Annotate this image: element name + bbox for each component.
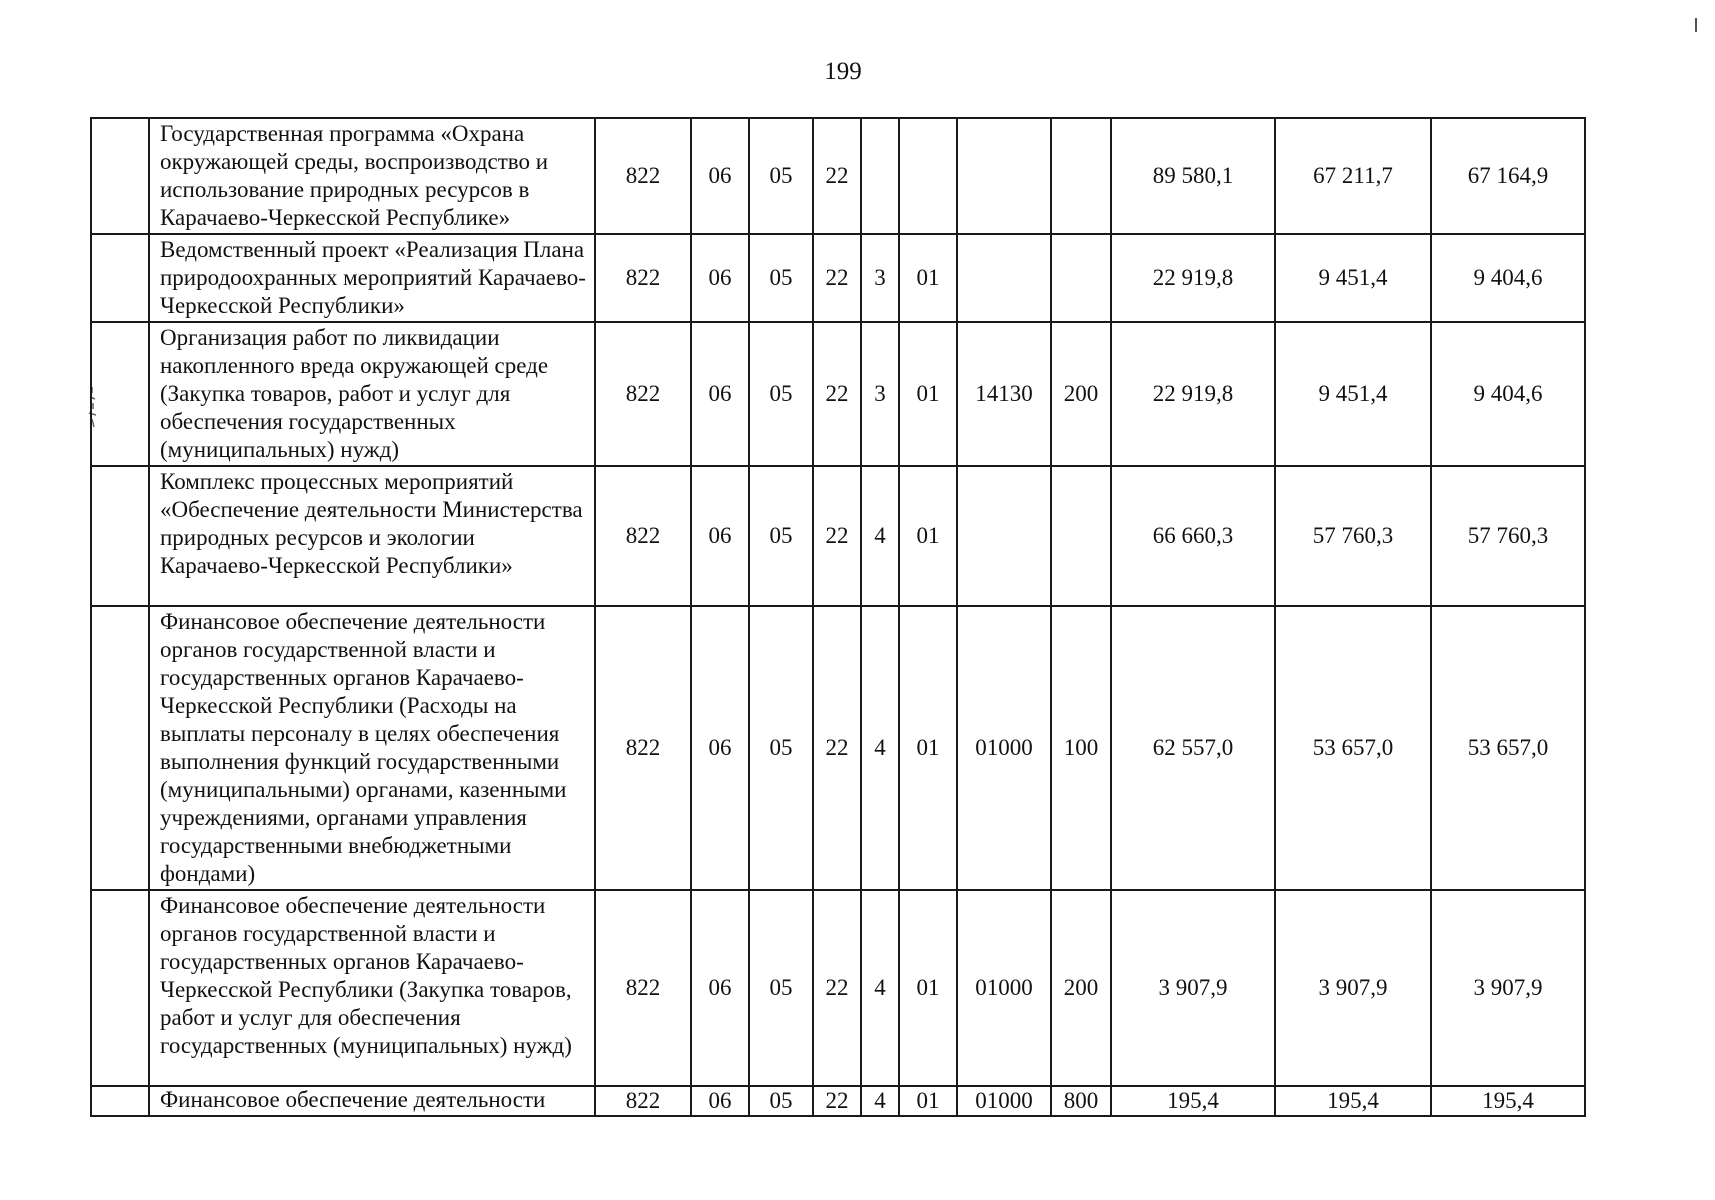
- part-code: 3: [861, 234, 899, 322]
- row-number-cell: [91, 234, 149, 322]
- subsection-code: 05: [749, 118, 813, 234]
- amount-2: 9 451,4: [1275, 322, 1431, 466]
- budget-table: [90, 117, 1586, 1117]
- row-name: Комплекс процессных мероприятий «Обеспечение деятельности Министерства природных ресурсов и экологии Карачаево-Черкесской Республики»: [149, 466, 595, 606]
- direction-code: [957, 466, 1051, 606]
- program-code: 22: [813, 234, 861, 322]
- subsection-code: 05: [749, 322, 813, 466]
- expense-type-code: [1051, 118, 1111, 234]
- amount-2: 57 760,3: [1275, 466, 1431, 606]
- struct-code: 01: [899, 322, 957, 466]
- expense-type-code: [1051, 234, 1111, 322]
- subsection-code: 05: [749, 1086, 813, 1116]
- part-code: 4: [861, 606, 899, 890]
- admin-code: 822: [595, 466, 691, 606]
- section-code: 06: [691, 606, 749, 890]
- table-row: [91, 606, 1585, 890]
- table-row: [91, 1086, 1585, 1116]
- amount-3: 57 760,3: [1431, 466, 1585, 606]
- subsection-code: 05: [749, 234, 813, 322]
- table-row: [91, 890, 1585, 1086]
- subsection-code: 05: [749, 890, 813, 1086]
- expense-type-code: 800: [1051, 1086, 1111, 1116]
- struct-code: 01: [899, 606, 957, 890]
- program-code: 22: [813, 606, 861, 890]
- part-code: 3: [861, 322, 899, 466]
- row-number-cell: [91, 466, 149, 606]
- amount-3: 9 404,6: [1431, 234, 1585, 322]
- program-code: 22: [813, 466, 861, 606]
- amount-2: 9 451,4: [1275, 234, 1431, 322]
- admin-code: 822: [595, 234, 691, 322]
- direction-code: [957, 118, 1051, 234]
- section-code: 06: [691, 118, 749, 234]
- part-code: 4: [861, 890, 899, 1086]
- amount-3: 53 657,0: [1431, 606, 1585, 890]
- scan-edge-mark: [1695, 18, 1697, 32]
- subsection-code: 05: [749, 606, 813, 890]
- table-row: [91, 466, 1585, 606]
- amount-1: 22 919,8: [1111, 322, 1275, 466]
- amount-3: 67 164,9: [1431, 118, 1585, 234]
- row-name: Финансовое обеспечение деятельности: [149, 1086, 595, 1116]
- program-code: 22: [813, 1086, 861, 1116]
- program-code: 22: [813, 890, 861, 1086]
- page-number: 199: [824, 58, 862, 85]
- part-code: 4: [861, 466, 899, 606]
- row-name: Финансовое обеспечение деятельности органов государственной власти и государственных органов Карачаево-Черкесской Республики (Расходы на выплаты персоналу в целях обеспечения выполнения функций государственными (муниципальными) органами, казенными учреждениями, органами управления государственными внебюджетными фондами): [149, 606, 595, 890]
- row-number-cell: [91, 606, 149, 890]
- amount-1: 62 557,0: [1111, 606, 1275, 890]
- amount-1: 3 907,9: [1111, 890, 1275, 1086]
- direction-code: [957, 234, 1051, 322]
- amount-2: 67 211,7: [1275, 118, 1431, 234]
- program-code: 22: [813, 322, 861, 466]
- admin-code: 822: [595, 1086, 691, 1116]
- admin-code: 822: [595, 322, 691, 466]
- row-number-cell: [91, 1086, 149, 1116]
- subsection-code: 05: [749, 466, 813, 606]
- row-number-cell: [91, 322, 149, 466]
- section-code: 06: [691, 1086, 749, 1116]
- table-row: [91, 118, 1585, 234]
- amount-1: 22 919,8: [1111, 234, 1275, 322]
- direction-code: 01000: [957, 1086, 1051, 1116]
- part-code: [861, 118, 899, 234]
- amount-2: 195,4: [1275, 1086, 1431, 1116]
- struct-code: 01: [899, 466, 957, 606]
- admin-code: 822: [595, 890, 691, 1086]
- amount-1: 66 660,3: [1111, 466, 1275, 606]
- row-number-cell: [91, 890, 149, 1086]
- section-code: 06: [691, 466, 749, 606]
- row-name: Финансовое обеспечение деятельности органов государственной власти и государственных органов Карачаево-Черкесской Республики (Закупка товаров, работ и услуг для обеспечения государственных (муниципальных) нужд): [149, 890, 595, 1086]
- admin-code: 822: [595, 118, 691, 234]
- program-code: 22: [813, 118, 861, 234]
- amount-2: 53 657,0: [1275, 606, 1431, 890]
- row-name: Ведомственный проект «Реализация Плана природоохранных мероприятий Карачаево-Черкесской Республики»: [149, 234, 595, 322]
- amount-1: 195,4: [1111, 1086, 1275, 1116]
- section-code: 06: [691, 890, 749, 1086]
- row-name: Государственная программа «Охрана окружающей среды, воспроизводство и использование природных ресурсов в Карачаево-Черкесской Республике»: [149, 118, 595, 234]
- expense-type-code: [1051, 466, 1111, 606]
- direction-code: 01000: [957, 606, 1051, 890]
- row-name: Организация работ по ликвидации накопленного вреда окружающей среде (Закупка товаров, работ и услуг для обеспечения государственных (муниципальных) нужд): [149, 322, 595, 466]
- expense-type-code: 100: [1051, 606, 1111, 890]
- struct-code: 01: [899, 1086, 957, 1116]
- amount-2: 3 907,9: [1275, 890, 1431, 1086]
- section-code: 06: [691, 322, 749, 466]
- admin-code: 822: [595, 606, 691, 890]
- table-row: [91, 322, 1585, 466]
- struct-code: 01: [899, 890, 957, 1086]
- part-code: 4: [861, 1086, 899, 1116]
- direction-code: 01000: [957, 890, 1051, 1086]
- amount-3: 195,4: [1431, 1086, 1585, 1116]
- expense-type-code: 200: [1051, 890, 1111, 1086]
- struct-code: 01: [899, 234, 957, 322]
- section-code: 06: [691, 234, 749, 322]
- amount-1: 89 580,1: [1111, 118, 1275, 234]
- amount-3: 9 404,6: [1431, 322, 1585, 466]
- struct-code: [899, 118, 957, 234]
- table-row: [91, 234, 1585, 322]
- row-number-cell: [91, 118, 149, 234]
- direction-code: 14130: [957, 322, 1051, 466]
- expense-type-code: 200: [1051, 322, 1111, 466]
- amount-3: 3 907,9: [1431, 890, 1585, 1086]
